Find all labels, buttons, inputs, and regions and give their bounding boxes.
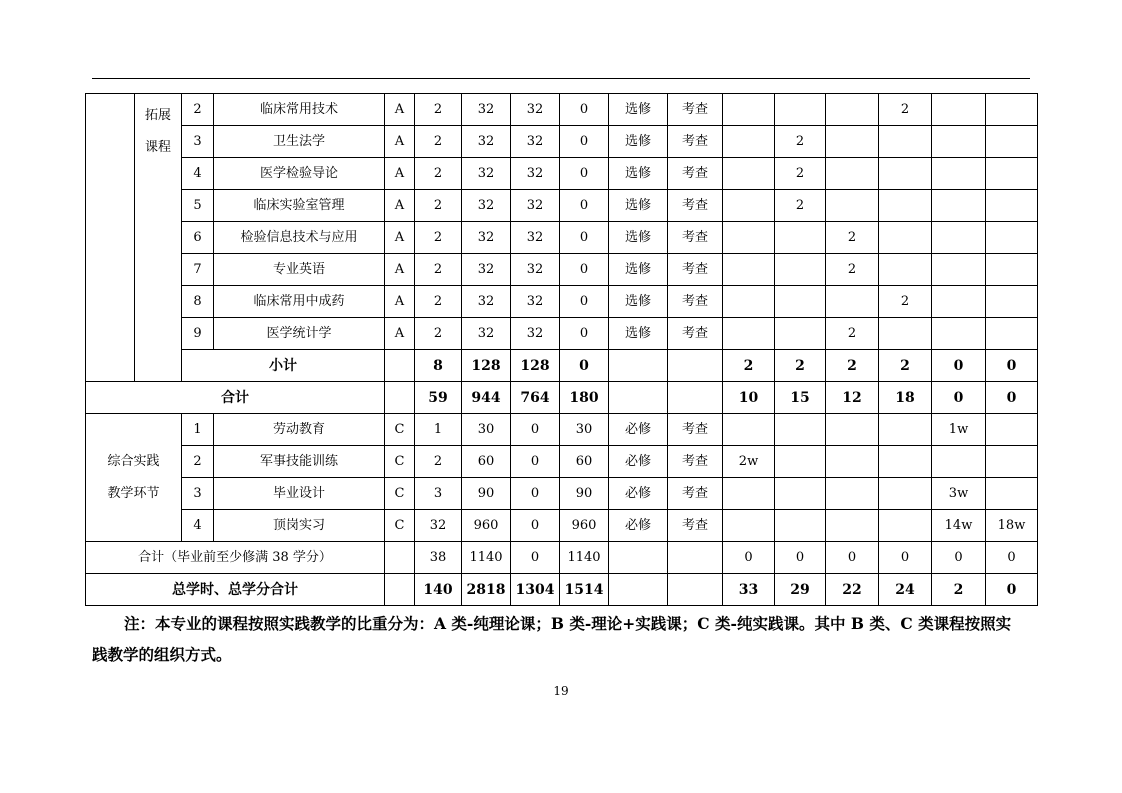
semester-5: 3w (932, 478, 986, 510)
hours: 32 (462, 158, 511, 190)
course-type: A (385, 126, 415, 158)
semester-1 (723, 94, 775, 126)
semester-4 (879, 510, 932, 542)
semester-4: 18 (879, 382, 932, 414)
practice-hours: 0 (560, 222, 609, 254)
semester-3 (826, 286, 879, 318)
table-row (86, 254, 1038, 286)
course-type (385, 350, 415, 382)
semester-5: 1w (932, 414, 986, 446)
semester-1: 10 (723, 382, 775, 414)
hours: 32 (462, 190, 511, 222)
course-nature: 必修 (609, 446, 668, 478)
course-no: 4 (182, 510, 214, 542)
course-name: 卫生法学 (214, 126, 385, 158)
course-name: 医学统计学 (214, 318, 385, 350)
course-nature: 选修 (609, 94, 668, 126)
semester-4 (879, 446, 932, 478)
hours: 128 (462, 350, 511, 382)
header-rule (92, 78, 1030, 79)
semester-1: 0 (723, 542, 775, 574)
table-row (86, 190, 1038, 222)
course-nature: 必修 (609, 510, 668, 542)
practice-total-label: 合计（毕业前至少修满 38 学分） (86, 542, 385, 574)
semester-3: 2 (826, 222, 879, 254)
semester-5 (932, 222, 986, 254)
credits: 1 (415, 414, 462, 446)
course-type (385, 542, 415, 574)
exam-type: 考查 (668, 190, 723, 222)
course-nature (609, 542, 668, 574)
semester-1 (723, 318, 775, 350)
semester-1 (723, 254, 775, 286)
semester-2: 29 (775, 574, 826, 606)
semester-4: 2 (879, 350, 932, 382)
semester-6 (986, 286, 1038, 318)
semester-5: 2 (932, 574, 986, 606)
theory-hours: 0 (511, 478, 560, 510)
semester-6 (986, 414, 1038, 446)
semester-3: 2 (826, 254, 879, 286)
semester-3: 12 (826, 382, 879, 414)
category-ext-line1: 拓展 (144, 108, 171, 123)
course-no: 3 (182, 478, 214, 510)
semester-3 (826, 126, 879, 158)
table-row (86, 126, 1038, 158)
grand-total-label: 总学时、总学分合计 (86, 574, 385, 606)
semester-1: 2 (723, 350, 775, 382)
course-nature: 选修 (609, 222, 668, 254)
table-row (86, 446, 1038, 478)
course-type: A (385, 190, 415, 222)
semester-1 (723, 510, 775, 542)
semester-2: 15 (775, 382, 826, 414)
note-line-2: 践教学的组织方式。 (92, 645, 232, 664)
table-row (86, 478, 1038, 510)
theory-hours: 32 (511, 254, 560, 286)
semester-3 (826, 94, 879, 126)
credits: 2 (415, 254, 462, 286)
semester-6 (986, 190, 1038, 222)
semester-5 (932, 446, 986, 478)
semester-6: 0 (986, 382, 1038, 414)
hours: 32 (462, 94, 511, 126)
course-name: 医学检验导论 (214, 158, 385, 190)
practice-hours: 0 (560, 158, 609, 190)
course-type: A (385, 94, 415, 126)
course-nature: 选修 (609, 254, 668, 286)
course-no: 8 (182, 286, 214, 318)
course-type: A (385, 286, 415, 318)
table-row (86, 222, 1038, 254)
course-type: C (385, 510, 415, 542)
semester-4 (879, 158, 932, 190)
course-name: 毕业设计 (214, 478, 385, 510)
semester-5 (932, 158, 986, 190)
semester-1 (723, 126, 775, 158)
semester-6: 18w (986, 510, 1038, 542)
hours: 32 (462, 286, 511, 318)
theory-hours: 128 (511, 350, 560, 382)
exam-type: 考查 (668, 414, 723, 446)
semester-2: 0 (775, 542, 826, 574)
semester-4 (879, 126, 932, 158)
course-plan-table (85, 93, 1038, 606)
semester-5 (932, 94, 986, 126)
semester-2: 2 (775, 190, 826, 222)
semester-3: 2 (826, 350, 879, 382)
category-ext-line2: 课程 (144, 140, 171, 155)
credits: 2 (415, 318, 462, 350)
theory-hours: 32 (511, 318, 560, 350)
semester-4 (879, 222, 932, 254)
semester-1 (723, 190, 775, 222)
course-name: 临床常用中成药 (214, 286, 385, 318)
course-nature: 必修 (609, 478, 668, 510)
semester-5: 0 (932, 350, 986, 382)
practice-hours: 180 (560, 382, 609, 414)
semester-6: 0 (986, 574, 1038, 606)
total-label: 合计 (86, 382, 385, 414)
course-nature (609, 382, 668, 414)
exam-type: 考查 (668, 222, 723, 254)
exam-type: 考查 (668, 158, 723, 190)
practice-hours: 90 (560, 478, 609, 510)
grand-total-row (86, 574, 1038, 606)
note-line-1: 注：本专业的课程按照实践教学的比重分为：A 类-纯理论课；B 类-理论+实践课；C 类-纯实践课。其中 B 类、C 类课程按照实 (124, 614, 1012, 633)
semester-6 (986, 94, 1038, 126)
theory-hours: 0 (511, 542, 560, 574)
course-no: 2 (182, 94, 214, 126)
page-number: 19 (553, 684, 569, 698)
table-row (86, 158, 1038, 190)
semester-1: 33 (723, 574, 775, 606)
semester-4: 2 (879, 286, 932, 318)
theory-hours: 32 (511, 94, 560, 126)
semester-6 (986, 446, 1038, 478)
exam-type (668, 350, 723, 382)
semester-6 (986, 158, 1038, 190)
course-nature (609, 350, 668, 382)
course-type: C (385, 414, 415, 446)
semester-5 (932, 286, 986, 318)
exam-type: 考查 (668, 446, 723, 478)
credits: 2 (415, 190, 462, 222)
semester-4 (879, 254, 932, 286)
semester-2: 2 (775, 350, 826, 382)
semester-2 (775, 94, 826, 126)
semester-6 (986, 126, 1038, 158)
semester-3 (826, 446, 879, 478)
exam-type: 考查 (668, 286, 723, 318)
semester-4 (879, 318, 932, 350)
semester-4 (879, 190, 932, 222)
credits: 2 (415, 94, 462, 126)
hours: 960 (462, 510, 511, 542)
semester-2 (775, 510, 826, 542)
semester-3 (826, 158, 879, 190)
hours: 944 (462, 382, 511, 414)
theory-hours: 32 (511, 126, 560, 158)
hours: 30 (462, 414, 511, 446)
credits: 8 (415, 350, 462, 382)
semester-2 (775, 318, 826, 350)
semester-6: 0 (986, 350, 1038, 382)
semester-5: 0 (932, 542, 986, 574)
exam-type: 考查 (668, 318, 723, 350)
table-row (86, 286, 1038, 318)
practice-hours: 960 (560, 510, 609, 542)
semester-2 (775, 446, 826, 478)
exam-type (668, 542, 723, 574)
semester-4: 24 (879, 574, 932, 606)
exam-type: 考查 (668, 94, 723, 126)
theory-hours: 0 (511, 446, 560, 478)
semester-1: 2w (723, 446, 775, 478)
course-name: 顶岗实习 (214, 510, 385, 542)
course-nature: 必修 (609, 414, 668, 446)
course-nature: 选修 (609, 286, 668, 318)
semester-4 (879, 414, 932, 446)
credits: 2 (415, 286, 462, 318)
theory-hours: 32 (511, 222, 560, 254)
subtotal-row (86, 350, 1038, 382)
semester-6 (986, 478, 1038, 510)
practice-hours: 1140 (560, 542, 609, 574)
table-note (92, 608, 1037, 670)
exam-type: 考查 (668, 254, 723, 286)
credits: 3 (415, 478, 462, 510)
semester-3: 22 (826, 574, 879, 606)
semester-2: 2 (775, 126, 826, 158)
course-type: A (385, 318, 415, 350)
credits: 2 (415, 222, 462, 254)
hours: 2818 (462, 574, 511, 606)
practice-hours: 0 (560, 254, 609, 286)
hours: 32 (462, 318, 511, 350)
table-row (86, 94, 1038, 126)
course-nature: 选修 (609, 126, 668, 158)
semester-2: 2 (775, 158, 826, 190)
course-nature (609, 574, 668, 606)
semester-6: 0 (986, 542, 1038, 574)
semester-1 (723, 414, 775, 446)
theory-hours: 32 (511, 190, 560, 222)
hours: 32 (462, 254, 511, 286)
semester-4: 2 (879, 94, 932, 126)
hours: 90 (462, 478, 511, 510)
semester-2 (775, 414, 826, 446)
semester-3: 0 (826, 542, 879, 574)
exam-type (668, 574, 723, 606)
theory-hours: 0 (511, 414, 560, 446)
practice-hours: 30 (560, 414, 609, 446)
semester-2 (775, 222, 826, 254)
credits: 2 (415, 446, 462, 478)
course-type: A (385, 222, 415, 254)
exam-type: 考查 (668, 510, 723, 542)
course-name: 检验信息技术与应用 (214, 222, 385, 254)
table-row (86, 318, 1038, 350)
credits: 59 (415, 382, 462, 414)
semester-5 (932, 190, 986, 222)
credits: 32 (415, 510, 462, 542)
semester-3 (826, 414, 879, 446)
semester-6 (986, 318, 1038, 350)
course-name: 劳动教育 (214, 414, 385, 446)
practice-hours: 1514 (560, 574, 609, 606)
exam-type (668, 382, 723, 414)
course-type: C (385, 446, 415, 478)
practice-hours: 0 (560, 190, 609, 222)
course-name: 专业英语 (214, 254, 385, 286)
hours: 32 (462, 222, 511, 254)
practice-total-row (86, 542, 1038, 574)
credits: 2 (415, 158, 462, 190)
category-prac-line1: 综合实践 (107, 453, 160, 469)
exam-type: 考查 (668, 478, 723, 510)
course-no: 7 (182, 254, 214, 286)
course-type: C (385, 478, 415, 510)
credits: 38 (415, 542, 462, 574)
hours: 60 (462, 446, 511, 478)
subtotal-label: 小计 (182, 350, 385, 382)
hours: 32 (462, 126, 511, 158)
semester-1 (723, 286, 775, 318)
semester-4 (879, 478, 932, 510)
theory-hours: 0 (511, 510, 560, 542)
course-no: 9 (182, 318, 214, 350)
practice-hours: 60 (560, 446, 609, 478)
semester-3 (826, 478, 879, 510)
semester-5 (932, 254, 986, 286)
course-no: 3 (182, 126, 214, 158)
practice-hours: 0 (560, 318, 609, 350)
course-nature: 选修 (609, 318, 668, 350)
semester-3 (826, 510, 879, 542)
practice-hours: 0 (560, 350, 609, 382)
exam-type: 考查 (668, 126, 723, 158)
category-blank-cell (86, 94, 135, 382)
theory-hours: 32 (511, 286, 560, 318)
course-type (385, 574, 415, 606)
course-no: 6 (182, 222, 214, 254)
semester-2 (775, 478, 826, 510)
semester-3 (826, 190, 879, 222)
category-prac-cell (86, 414, 182, 542)
table-row (86, 414, 1038, 446)
semester-3: 2 (826, 318, 879, 350)
semester-4: 0 (879, 542, 932, 574)
course-type (385, 382, 415, 414)
course-no: 2 (182, 446, 214, 478)
table-row (86, 510, 1038, 542)
theory-hours: 1304 (511, 574, 560, 606)
semester-5: 14w (932, 510, 986, 542)
credits: 140 (415, 574, 462, 606)
semester-6 (986, 222, 1038, 254)
course-nature: 选修 (609, 158, 668, 190)
semester-5: 0 (932, 382, 986, 414)
category-ext-cell (135, 94, 182, 382)
course-name: 临床实验室管理 (214, 190, 385, 222)
semester-5 (932, 126, 986, 158)
theory-hours: 764 (511, 382, 560, 414)
semester-1 (723, 222, 775, 254)
course-name: 军事技能训练 (214, 446, 385, 478)
theory-hours: 32 (511, 158, 560, 190)
hours: 1140 (462, 542, 511, 574)
course-nature: 选修 (609, 190, 668, 222)
course-no: 1 (182, 414, 214, 446)
course-no: 5 (182, 190, 214, 222)
practice-hours: 0 (560, 126, 609, 158)
course-type: A (385, 254, 415, 286)
semester-1 (723, 158, 775, 190)
practice-hours: 0 (560, 94, 609, 126)
practice-hours: 0 (560, 286, 609, 318)
semester-6 (986, 254, 1038, 286)
course-name: 临床常用技术 (214, 94, 385, 126)
course-type: A (385, 158, 415, 190)
total-row (86, 382, 1038, 414)
semester-2 (775, 254, 826, 286)
category-prac-line2: 教学环节 (107, 485, 160, 501)
credits: 2 (415, 126, 462, 158)
semester-1 (723, 478, 775, 510)
semester-5 (932, 318, 986, 350)
course-no: 4 (182, 158, 214, 190)
semester-2 (775, 286, 826, 318)
